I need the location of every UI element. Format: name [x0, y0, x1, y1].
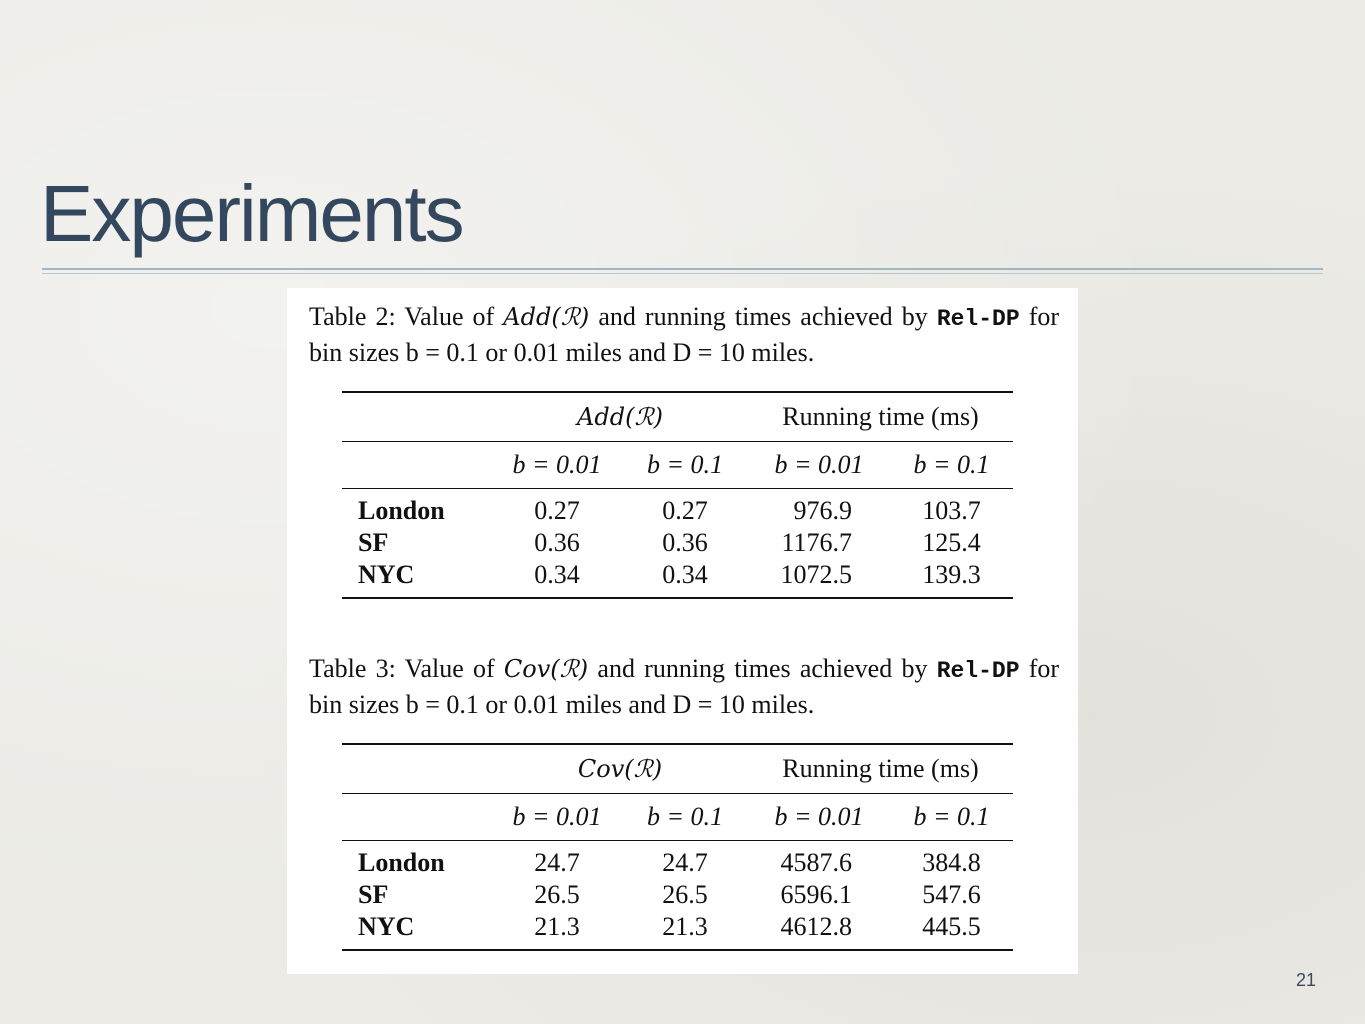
table-row	[342, 879, 1013, 911]
table-row	[342, 559, 1013, 598]
sub-header: b = 0.01	[748, 442, 890, 489]
table-cell: 0.36	[534, 528, 580, 557]
table-cell: 4612.8	[748, 911, 890, 950]
sub-header: b = 0.1	[890, 794, 1013, 841]
caption-algorithm: Rel-DP	[936, 658, 1020, 684]
group-header-row	[342, 392, 1013, 442]
table-cell: 24.7	[534, 848, 580, 877]
table-2	[342, 391, 1013, 599]
table-cell: 976.9	[793, 496, 852, 525]
sub-header: b = 0.1	[622, 442, 748, 489]
header-corner	[342, 392, 492, 442]
sub-header: b = 0.01	[748, 794, 890, 841]
group-header-time: Running time (ms)	[748, 392, 1013, 442]
table-cell: 0.34	[492, 559, 622, 598]
table-cell: 26.5	[534, 880, 580, 909]
table-row	[342, 489, 1013, 528]
row-city: NYC	[342, 559, 492, 598]
table-cell: 26.5	[662, 880, 708, 909]
table-cell: 0.34	[622, 559, 748, 598]
table-2-caption	[309, 300, 1059, 369]
caption-label: Table 2:	[309, 302, 396, 331]
row-city: London	[358, 848, 445, 877]
group-header-row	[342, 744, 1013, 794]
table-cell: 125.4	[922, 528, 981, 557]
caption-pre: Value of	[404, 654, 495, 683]
table-cell: 1072.5	[748, 559, 890, 598]
group-header-time: Running time (ms)	[748, 744, 1013, 794]
caption-metric: Cov(ℛ)	[503, 655, 589, 683]
sub-header: b = 0.01	[492, 442, 622, 489]
sub-header: b = 0.1	[622, 794, 748, 841]
table-cell: 21.3	[622, 911, 748, 950]
caption-metric: Add(ℛ)	[503, 303, 590, 331]
caption-algorithm: Rel-DP	[936, 306, 1020, 332]
row-city: SF	[358, 528, 389, 557]
row-city: SF	[358, 880, 389, 909]
table-cell: 103.7	[922, 496, 981, 525]
table-cell: 0.27	[662, 496, 708, 525]
table-cell: 547.6	[922, 880, 981, 909]
slide-title: Experiments	[40, 169, 463, 258]
table-cell: 139.3	[890, 559, 1013, 598]
table-cell: 0.36	[662, 528, 708, 557]
table-cell: 24.7	[662, 848, 708, 877]
row-city: NYC	[342, 911, 492, 950]
table-cell: 445.5	[890, 911, 1013, 950]
caption-label: Table 3:	[309, 654, 396, 683]
caption-rest: for bin sizes b = 0.1 or 0.01 miles and D = 10 miles.	[309, 302, 1060, 367]
table-row	[342, 841, 1013, 880]
sub-header-corner	[342, 442, 492, 489]
sub-header-row	[342, 794, 1013, 841]
table-cell: 384.8	[922, 848, 981, 877]
caption-pre: Value of	[404, 302, 495, 331]
table-cell: 1176.7	[781, 528, 852, 557]
group-header-metric: Cov(ℛ)	[492, 744, 748, 794]
table-cell: 0.27	[534, 496, 580, 525]
title-divider-thin	[42, 273, 1323, 274]
slide-number: 21	[1296, 970, 1317, 990]
paper-excerpt	[287, 288, 1078, 974]
header-corner	[342, 744, 492, 794]
sub-header: b = 0.1	[890, 442, 1013, 489]
caption-post: and running times achieved by	[598, 302, 928, 331]
table-3	[342, 743, 1013, 951]
caption-post: and running times achieved by	[597, 654, 928, 683]
sub-header-row	[342, 442, 1013, 489]
table-cell: 21.3	[492, 911, 622, 950]
sub-header-corner	[342, 794, 492, 841]
table-row	[342, 527, 1013, 559]
table-cell: 4587.6	[780, 848, 852, 877]
table-cell: 6596.1	[780, 880, 852, 909]
table-row	[342, 911, 1013, 950]
sub-header: b = 0.01	[492, 794, 622, 841]
title-divider	[42, 268, 1323, 270]
row-city: London	[358, 496, 445, 525]
group-header-metric: Add(ℛ)	[492, 392, 748, 442]
table-3-caption	[309, 652, 1059, 721]
caption-rest: for bin sizes b = 0.1 or 0.01 miles and D = 10 miles.	[309, 654, 1060, 719]
